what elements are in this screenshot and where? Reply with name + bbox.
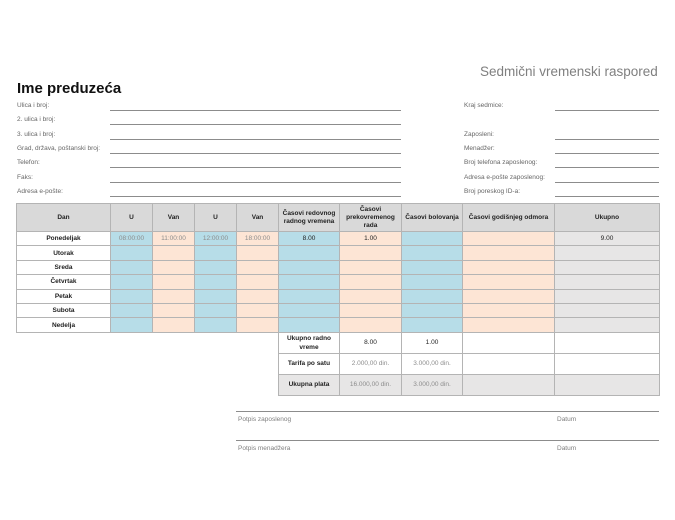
manager-label: Menadžer: (464, 145, 495, 152)
summary-row-rate (17, 353, 660, 374)
regular-hours-cell[interactable] (279, 303, 340, 317)
col-day-header: Dan (17, 204, 111, 232)
col-sick-header: Časovi bolovanja (402, 204, 463, 232)
summary-label: Tarifa po satu (279, 353, 340, 374)
employee-phone-input[interactable] (555, 167, 659, 168)
employee-email-input[interactable] (555, 182, 659, 183)
summary-vacation (555, 332, 660, 353)
col-overtime-header: Časovi prekovremenog rada (340, 204, 402, 232)
day-cell: Sreda (17, 260, 111, 274)
overtime-hours-cell[interactable] (340, 303, 402, 317)
sick-hours-cell[interactable] (402, 275, 463, 289)
in2-cell[interactable]: 12:00:00 (195, 232, 237, 246)
overtime-hours-cell[interactable]: 1.00 (340, 232, 402, 246)
tax-id-input[interactable] (555, 196, 659, 197)
total-cell: 9.00 (555, 232, 660, 246)
summary-row-total-hours (17, 332, 660, 353)
in2-cell[interactable] (195, 318, 237, 332)
day-cell: Subota (17, 303, 111, 317)
overtime-hours-cell[interactable] (340, 246, 402, 260)
col-out1-header: Van (153, 204, 195, 232)
out2-cell[interactable] (237, 246, 279, 260)
in2-cell[interactable] (195, 275, 237, 289)
summary-row-pay (17, 374, 660, 395)
in2-cell[interactable] (195, 289, 237, 303)
out2-cell[interactable] (237, 275, 279, 289)
table-row (17, 303, 660, 317)
fax-input[interactable] (110, 182, 401, 183)
pay-regular: 16.000,00 din. (340, 374, 402, 395)
out2-cell[interactable]: 18:00:00 (237, 232, 279, 246)
out1-cell[interactable] (153, 289, 195, 303)
regular-hours-cell[interactable] (279, 246, 340, 260)
summary-regular: 8.00 (340, 332, 402, 353)
out2-cell[interactable] (237, 318, 279, 332)
street2-input[interactable] (110, 124, 401, 125)
out1-cell[interactable] (153, 275, 195, 289)
out1-cell[interactable] (153, 260, 195, 274)
street3-input[interactable] (110, 139, 401, 140)
week-end-input[interactable] (555, 110, 659, 111)
street-label: Ulica i broj: (17, 102, 50, 109)
table-row (17, 275, 660, 289)
week-end-label: Kraj sedmice: (464, 102, 504, 109)
vacation-hours-cell[interactable] (463, 318, 555, 332)
in2-cell[interactable] (195, 260, 237, 274)
day-cell: Nedelja (17, 318, 111, 332)
in1-cell[interactable] (111, 260, 153, 274)
street3-label: 3. ulica i broj: (17, 131, 56, 138)
vacation-hours-cell[interactable] (463, 275, 555, 289)
employee-label: Zaposleni: (464, 131, 494, 138)
pay-overtime: 3.000,00 din. (402, 374, 463, 395)
page-title: Sedmični vremenski raspored (480, 64, 658, 79)
day-cell: Četvrtak (17, 275, 111, 289)
overtime-hours-cell[interactable] (340, 289, 402, 303)
in1-cell[interactable] (111, 303, 153, 317)
employee-signature-label: Potpis zaposlenog (238, 416, 292, 423)
pay-vacation (555, 374, 660, 395)
sick-hours-cell[interactable] (402, 303, 463, 317)
col-vacation-header: Časovi godišnjeg odmora (463, 204, 555, 232)
vacation-hours-cell[interactable] (463, 260, 555, 274)
pay-sick (463, 374, 555, 395)
vacation-hours-cell[interactable] (463, 232, 555, 246)
out2-cell[interactable] (237, 260, 279, 274)
table-row (17, 246, 660, 260)
employee-email-label: Adresa e-pošte zaposlenog: (464, 174, 545, 181)
employee-signature-line[interactable] (236, 411, 659, 412)
employee-date-label: Datum (557, 416, 577, 423)
timesheet-table (16, 203, 660, 396)
manager-signature-line[interactable] (236, 440, 659, 441)
rate-regular[interactable]: 2.000,00 din. (340, 353, 402, 374)
total-cell (555, 246, 660, 260)
summary-overtime: 1.00 (402, 332, 463, 353)
col-total-header: Ukupno (555, 204, 660, 232)
day-cell: Utorak (17, 246, 111, 260)
overtime-hours-cell[interactable] (340, 318, 402, 332)
regular-hours-cell[interactable] (279, 260, 340, 274)
out2-cell[interactable] (237, 303, 279, 317)
col-in1-header: U (111, 204, 153, 232)
table-row (17, 318, 660, 332)
out1-cell[interactable] (153, 246, 195, 260)
total-cell (555, 260, 660, 274)
regular-hours-cell[interactable] (279, 275, 340, 289)
in1-cell[interactable] (111, 318, 153, 332)
phone-input[interactable] (110, 167, 401, 168)
sick-hours-cell[interactable] (402, 246, 463, 260)
email-label: Adresa e-pošte: (17, 188, 63, 195)
sick-hours-cell[interactable] (402, 260, 463, 274)
table-row (17, 232, 660, 246)
in2-cell[interactable] (195, 303, 237, 317)
company-name: Ime preduzeća (17, 80, 122, 97)
total-cell (555, 275, 660, 289)
vacation-hours-cell[interactable] (463, 246, 555, 260)
street-input[interactable] (110, 110, 401, 111)
rate-overtime[interactable]: 3.000,00 din. (402, 353, 463, 374)
total-cell (555, 289, 660, 303)
street2-label: 2. ulica i broj: (17, 116, 56, 123)
city-label: Grad, država, poštanski broj: (17, 145, 101, 152)
sick-hours-cell[interactable] (402, 232, 463, 246)
day-cell: Petak (17, 289, 111, 303)
total-cell (555, 303, 660, 317)
out1-cell[interactable] (153, 318, 195, 332)
overtime-hours-cell[interactable] (340, 275, 402, 289)
in1-cell[interactable] (111, 275, 153, 289)
summary-label: Ukupno radno vreme (279, 332, 340, 353)
fax-label: Faks: (17, 174, 33, 181)
phone-label: Telefon: (17, 159, 40, 166)
vacation-hours-cell[interactable] (463, 303, 555, 317)
table-header-row (17, 204, 660, 232)
in1-cell[interactable] (111, 246, 153, 260)
out1-cell[interactable]: 11:00:00 (153, 232, 195, 246)
manager-date-label: Datum (557, 445, 577, 452)
total-cell (555, 318, 660, 332)
col-in2-header: U (195, 204, 237, 232)
sick-hours-cell[interactable] (402, 289, 463, 303)
manager-input[interactable] (555, 153, 659, 154)
rate-sick[interactable] (463, 353, 555, 374)
table-row (17, 289, 660, 303)
regular-hours-cell[interactable] (279, 289, 340, 303)
email-input[interactable] (110, 196, 401, 197)
employee-input[interactable] (555, 139, 659, 140)
summary-sick (463, 332, 555, 353)
day-cell: Ponedeljak (17, 232, 111, 246)
manager-signature-label: Potpis menadžera (238, 445, 291, 452)
table-row (17, 260, 660, 274)
summary-label: Ukupna plata (279, 374, 340, 395)
overtime-hours-cell[interactable] (340, 260, 402, 274)
col-out2-header: Van (237, 204, 279, 232)
col-regular-header: Časovi redovnog radnog vremena (279, 204, 340, 232)
regular-hours-cell[interactable]: 8.00 (279, 232, 340, 246)
tax-id-label: Broj poreskog ID-a: (464, 188, 520, 195)
out2-cell[interactable] (237, 289, 279, 303)
vacation-hours-cell[interactable] (463, 289, 555, 303)
employee-phone-label: Broj telefona zaposlenog: (464, 159, 538, 166)
in1-cell[interactable]: 08:00:00 (111, 232, 153, 246)
in1-cell[interactable] (111, 289, 153, 303)
rate-vacation[interactable] (555, 353, 660, 374)
city-input[interactable] (110, 153, 401, 154)
out1-cell[interactable] (153, 303, 195, 317)
sick-hours-cell[interactable] (402, 318, 463, 332)
in2-cell[interactable] (195, 246, 237, 260)
regular-hours-cell[interactable] (279, 318, 340, 332)
